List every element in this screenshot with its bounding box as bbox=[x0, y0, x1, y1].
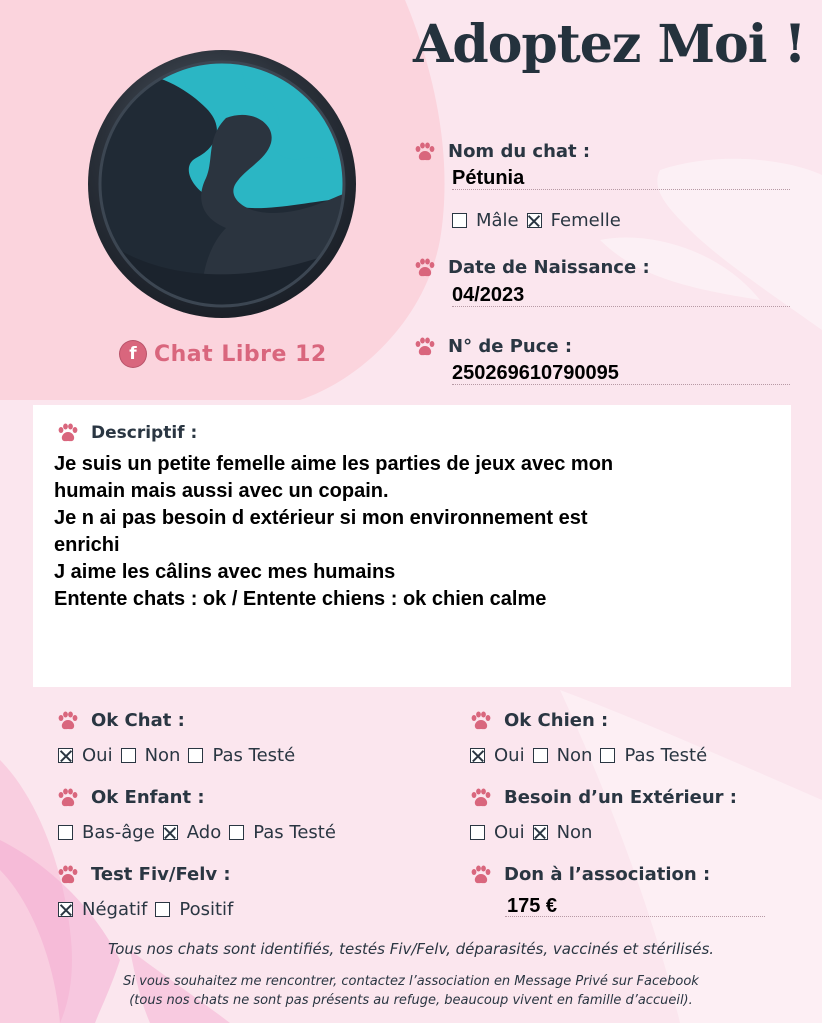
description-line: J aime les câlins avec mes humains bbox=[54, 561, 396, 583]
ok-chat-options bbox=[58, 745, 303, 766]
description-line: enrichi bbox=[54, 534, 120, 556]
footer-contact-line: Si vous souhaitez me rencontrer, contactez l’association en Message Privé sur Facebook bbox=[123, 974, 699, 989]
footer-contact-line: (tous nos chats ne sont pas présents au refuge, beaucoup vivent en famille d’accueil). bbox=[129, 993, 693, 1008]
ok-enfant-bas-age-label: Bas-âge bbox=[82, 822, 155, 843]
description-line: Je n ai pas besoin d extérieur si mon environnement est bbox=[54, 507, 588, 529]
chip-label-row bbox=[414, 336, 572, 357]
chip-underline bbox=[452, 384, 790, 385]
description-line: Entente chats : ok / Entente chiens : ok chien calme bbox=[54, 588, 547, 610]
don-underline bbox=[505, 916, 765, 917]
birth-underline bbox=[452, 306, 790, 307]
birth-label: Date de Naissance : bbox=[448, 257, 650, 278]
ok-chien-oui-checkbox[interactable] bbox=[470, 748, 485, 763]
paw-icon bbox=[57, 788, 79, 808]
sex-options bbox=[452, 210, 629, 231]
ok-chat-pas-teste-label: Pas Testé bbox=[212, 745, 296, 766]
birth-value: 04/2023 bbox=[452, 284, 525, 306]
ok-chat-oui-label: Oui bbox=[82, 745, 113, 766]
exterieur-label: Besoin d’un Extérieur : bbox=[504, 787, 738, 808]
description-label-row bbox=[57, 423, 197, 443]
name-label-row bbox=[414, 141, 590, 162]
exterieur-oui-checkbox[interactable] bbox=[470, 825, 485, 840]
facebook-link[interactable] bbox=[120, 341, 327, 367]
description-line: Je suis un petite femelle aime les parties de jeux avec mon bbox=[54, 453, 614, 475]
ok-chat-label: Ok Chat : bbox=[91, 710, 185, 731]
ok-chat-label-row bbox=[57, 710, 185, 731]
facebook-label: Chat Libre 12 bbox=[154, 341, 327, 367]
ok-chien-label: Ok Chien : bbox=[504, 710, 609, 731]
fiv-options bbox=[58, 899, 241, 920]
name-label: Nom du chat : bbox=[448, 141, 591, 162]
chip-value: 250269610790095 bbox=[452, 362, 619, 384]
paw-icon bbox=[57, 423, 79, 443]
ok-chat-oui-checkbox[interactable] bbox=[58, 748, 73, 763]
footer-contact bbox=[0, 972, 822, 1010]
paw-icon bbox=[470, 711, 492, 731]
ok-enfant-pas-teste-label: Pas Testé bbox=[253, 822, 336, 843]
ok-chien-pas-teste-label: Pas Testé bbox=[624, 745, 708, 766]
don-label-row bbox=[470, 864, 710, 885]
sex-male-label: Mâle bbox=[476, 210, 519, 231]
paw-icon bbox=[470, 865, 492, 885]
footer-note: Tous nos chats sont identifiés, testés Fiv/Felv, déparasités, vaccinés et stérilisés. bbox=[107, 940, 715, 958]
fiv-positif-checkbox[interactable] bbox=[155, 902, 170, 917]
exterieur-options bbox=[470, 822, 600, 843]
exterieur-non-label: Non bbox=[556, 822, 593, 843]
cat-logo bbox=[86, 48, 358, 320]
sex-female-checkbox[interactable] bbox=[527, 213, 542, 228]
ok-chien-oui-label: Oui bbox=[494, 745, 525, 766]
birth-label-row bbox=[414, 257, 650, 278]
paw-icon bbox=[414, 337, 436, 357]
ok-chat-pas-teste-checkbox[interactable] bbox=[188, 748, 203, 763]
paw-icon bbox=[414, 142, 436, 162]
name-underline bbox=[452, 189, 790, 190]
ok-enfant-label-row bbox=[57, 787, 205, 808]
fiv-positif-label: Positif bbox=[179, 899, 234, 920]
ok-enfant-ado-checkbox[interactable] bbox=[163, 825, 178, 840]
paw-icon bbox=[57, 865, 79, 885]
ok-enfant-bas-age-checkbox[interactable] bbox=[58, 825, 73, 840]
fiv-negatif-checkbox[interactable] bbox=[58, 902, 73, 917]
exterieur-oui-label: Oui bbox=[494, 822, 525, 843]
don-label: Don à l’association : bbox=[504, 864, 711, 885]
ok-chien-non-checkbox[interactable] bbox=[533, 748, 548, 763]
paw-icon bbox=[470, 788, 492, 808]
ok-enfant-label: Ok Enfant : bbox=[91, 787, 205, 808]
ok-chat-non-label: Non bbox=[144, 745, 181, 766]
exterieur-non-checkbox[interactable] bbox=[533, 825, 548, 840]
sex-male-checkbox[interactable] bbox=[452, 213, 467, 228]
name-value: Pétunia bbox=[452, 167, 525, 189]
ok-enfant-pas-teste-checkbox[interactable] bbox=[229, 825, 244, 840]
description-label: Descriptif : bbox=[91, 423, 198, 443]
chip-label: N° de Puce : bbox=[448, 336, 573, 357]
fiv-negatif-label: Négatif bbox=[82, 899, 148, 920]
description-box bbox=[33, 405, 791, 687]
page-title: Adoptez Moi ! bbox=[413, 14, 806, 75]
ok-chien-label-row bbox=[470, 710, 608, 731]
ok-chien-options bbox=[470, 745, 715, 766]
description-line: humain mais aussi avec un copain. bbox=[54, 480, 389, 502]
ok-chien-non-label: Non bbox=[556, 745, 593, 766]
description-text bbox=[54, 451, 774, 613]
paw-icon bbox=[57, 711, 79, 731]
ok-enfant-ado-label: Ado bbox=[186, 822, 222, 843]
fiv-label: Test Fiv/Felv : bbox=[91, 864, 231, 885]
ok-enfant-options bbox=[58, 822, 344, 843]
don-value: 175 € bbox=[507, 895, 558, 917]
fiv-label-row bbox=[57, 864, 231, 885]
paw-icon bbox=[414, 258, 436, 278]
exterieur-label-row bbox=[470, 787, 737, 808]
ok-chien-pas-teste-checkbox[interactable] bbox=[600, 748, 615, 763]
sex-female-label: Femelle bbox=[550, 210, 621, 231]
ok-chat-non-checkbox[interactable] bbox=[121, 748, 136, 763]
facebook-icon: f bbox=[120, 341, 146, 367]
